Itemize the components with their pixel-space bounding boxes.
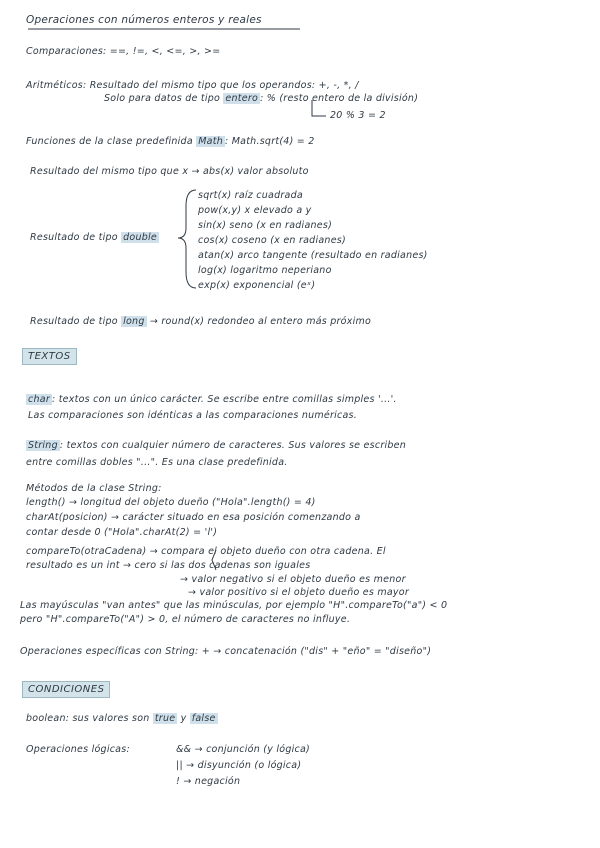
char-label: char xyxy=(28,394,50,405)
mismo-tipo-line: Resultado del mismo tipo que x → abs(x) valor absoluto xyxy=(30,166,309,177)
boolean-false: false xyxy=(191,713,216,724)
tipo-double-label xyxy=(30,232,159,244)
section-textos: TEXTOS xyxy=(22,348,77,365)
char-line2: Las comparaciones son idénticas a las comparaciones numéricas. xyxy=(28,410,358,421)
tipo-long-hl: long xyxy=(123,316,145,327)
double-item: sin(x) seno (x en radianes) xyxy=(198,220,333,231)
mayusculas-line1: Las mayúsculas "van antes" que las minúsculas, por ejemplo "H".compareTo("a") < 0 xyxy=(20,600,448,611)
double-item: log(x) logaritmo neperiano xyxy=(198,265,332,276)
logicas-label: Operaciones lógicas: xyxy=(26,744,130,755)
funciones-math-pre: Funciones de la clase predefinida xyxy=(26,136,193,147)
string-label: String xyxy=(28,440,58,451)
page-title: Operaciones con números enteros y reales xyxy=(26,14,262,26)
aritmeticos-example: 20 % 3 = 2 xyxy=(330,110,386,121)
string-line1 xyxy=(26,440,406,452)
char-line1 xyxy=(26,394,397,406)
tipo-double-hl: double xyxy=(123,232,157,243)
section-condiciones: CONDICIONES xyxy=(22,681,110,698)
logica-item: || → disyunción (o lógica) xyxy=(176,760,302,771)
metodos-title: Métodos de la clase String: xyxy=(26,483,162,494)
boolean-true: true xyxy=(154,713,176,724)
boolean-y: y xyxy=(180,713,187,724)
funciones-math-hl: Math xyxy=(198,136,223,147)
operaciones-string-line: Operaciones específicas con String: + → concatenación ("dis" + "eño" = "diseño") xyxy=(20,646,432,657)
metodo-compareto: compareTo(otraCadena) → compara el objeto dueño con otra cadena. El xyxy=(26,546,386,557)
string-line2: entre comillas dobles "...". Es una clase predefinida. xyxy=(26,457,288,468)
tipo-double-pre: Resultado de tipo xyxy=(30,232,118,243)
aritmeticos-line2-post: : % (resto entero de la división) xyxy=(260,93,419,104)
tipo-long-pre: Resultado de tipo xyxy=(30,316,118,327)
metodo-compareto-neg: → valor negativo si el objeto dueño es menor xyxy=(180,574,406,585)
tipo-long-post: → round(x) redondeo al entero más próximo xyxy=(149,316,372,327)
aritmeticos-label: Aritméticos: xyxy=(26,80,87,91)
comparaciones-label: Comparaciones: xyxy=(26,46,107,57)
comparaciones-line xyxy=(26,46,220,58)
char-text1: : textos con un único carácter. Se escribe entre comillas simples '...'. xyxy=(51,394,397,405)
mayusculas-line2: pero "H".compareTo("A") > 0, el número de caracteres no influye. xyxy=(20,614,351,625)
aritmeticos-line2 xyxy=(104,93,418,105)
aritmeticos-line1 xyxy=(26,80,359,92)
metodo-compareto-cont: resultado es un int → cero si las dos cadenas son iguales xyxy=(26,560,311,571)
metodo-charat: charAt(posicion) → carácter situado en esa posición comenzando a xyxy=(26,512,361,523)
aritmeticos-text1: Resultado del mismo tipo que los operandos: +, -, *, / xyxy=(89,80,359,91)
aritmeticos-line2-hl: entero xyxy=(225,93,259,104)
logica-item: ! → negación xyxy=(176,776,241,787)
double-item: exp(x) exponencial (eˣ) xyxy=(198,280,316,291)
tipo-long-line xyxy=(30,316,371,328)
string-text1: : textos con cualquier número de caracteres. Sus valores se escriben xyxy=(59,440,407,451)
boolean-pre: boolean: sus valores son xyxy=(26,713,150,724)
aritmeticos-line2-pre: Solo para datos de tipo xyxy=(104,93,221,104)
logica-item: && → conjunción (y lógica) xyxy=(176,744,310,755)
double-item: atan(x) arco tangente (resultado en radianes) xyxy=(198,250,428,261)
funciones-math-line xyxy=(26,136,315,148)
metodo-compareto-pos: → valor positivo si el objeto dueño es mayor xyxy=(188,587,410,598)
boolean-line xyxy=(26,713,218,725)
double-item: pow(x,y) x elevado a y xyxy=(198,205,312,216)
comparaciones-ops: ==, !=, <, <=, >, >= xyxy=(109,46,221,57)
metodo-length: length() → longitud del objeto dueño ("Hola".length() = 4) xyxy=(26,497,316,508)
funciones-math-post: : Math.sqrt(4) = 2 xyxy=(224,136,315,147)
metodo-charat-cont: contar desde 0 ("Hola".charAt(2) = 'l') xyxy=(26,527,218,538)
double-item: cos(x) coseno (x en radianes) xyxy=(198,235,346,246)
double-item: sqrt(x) raíz cuadrada xyxy=(198,190,303,201)
